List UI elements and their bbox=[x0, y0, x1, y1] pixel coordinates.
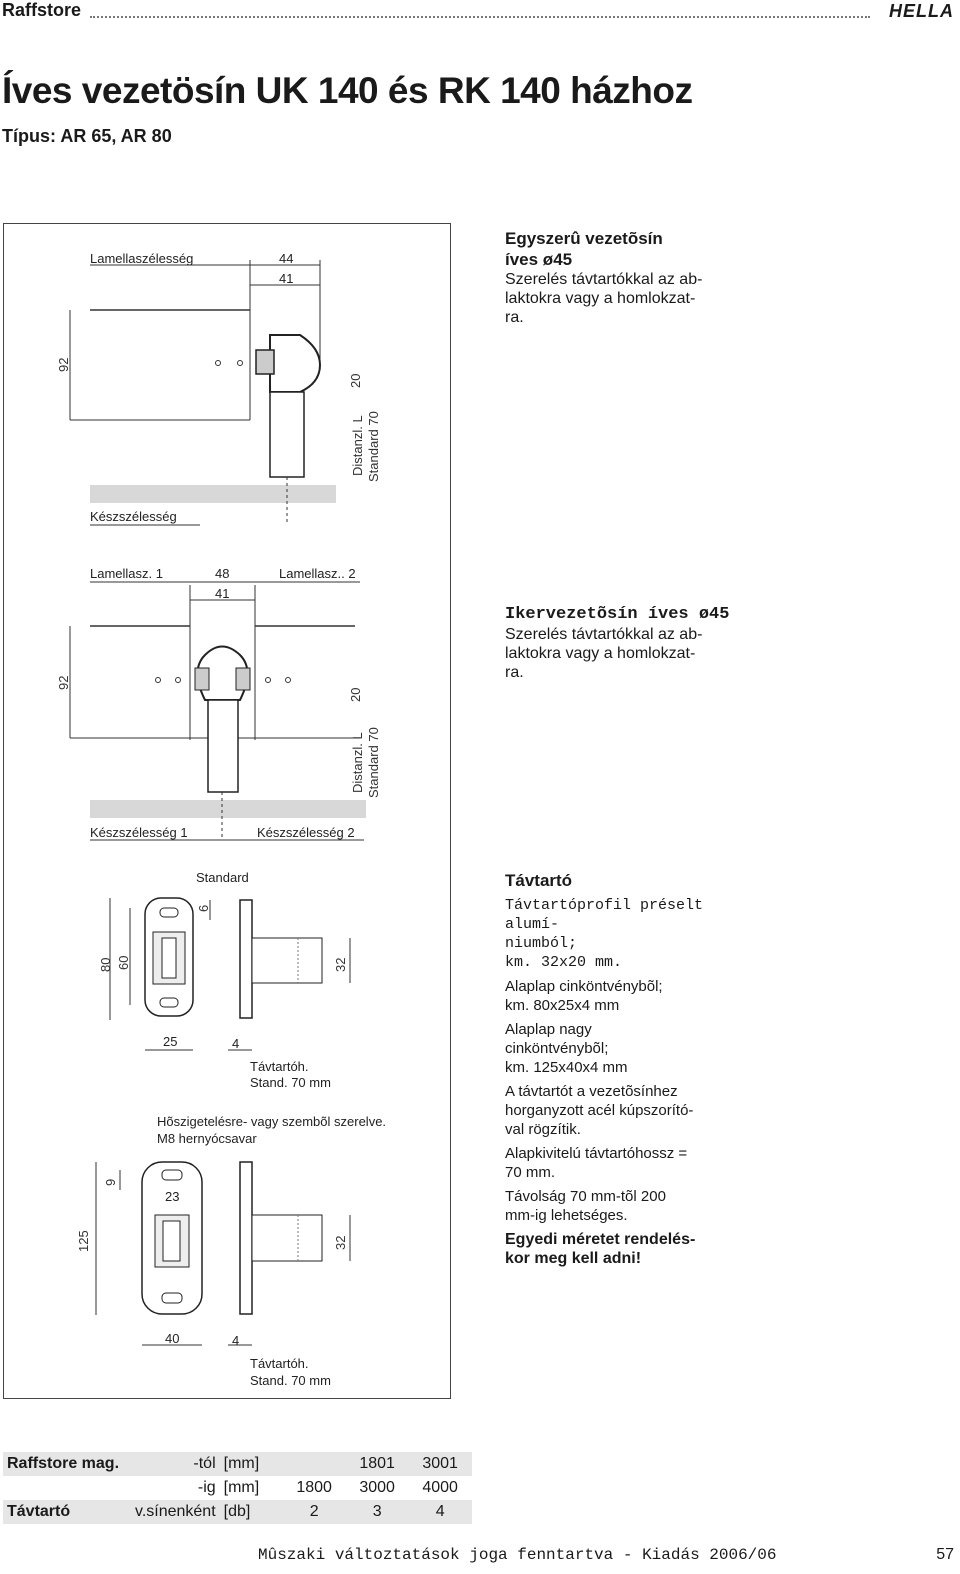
standoff-length-label: Távtartóh. bbox=[250, 1059, 309, 1074]
section1-text-3: ra. bbox=[505, 309, 524, 326]
standard-label: Standard bbox=[196, 870, 249, 885]
section2-text-2: laktokra vagy a homlokzat- bbox=[505, 645, 696, 662]
insulation-caption: Hõszigetelésre- vagy szembõl szerelve. bbox=[157, 1114, 387, 1129]
table-cell: [db] bbox=[220, 1500, 283, 1524]
para4-line2: horganyzott acél kúpszorító- bbox=[505, 1102, 694, 1119]
distanz-label-2: Distanzl. L bbox=[350, 732, 365, 793]
table-cell: Raffstore mag. bbox=[3, 1452, 131, 1476]
section2-text-1: Szerelés távtartókkal az ab- bbox=[505, 626, 703, 643]
table-cell: -ig bbox=[197, 1479, 216, 1496]
finished-width-2-label: Készszélesség 2 bbox=[257, 825, 355, 840]
section3-para-6 bbox=[505, 1187, 765, 1225]
spec-table bbox=[3, 1452, 472, 1524]
emphasis-line1: Egyedi méretet rendelés- bbox=[505, 1231, 696, 1248]
dim-25: 25 bbox=[163, 1034, 178, 1049]
para1-line3: km. 32x20 mm. bbox=[505, 954, 623, 971]
drawing-standoff-standard bbox=[0, 880, 460, 1120]
distanz-label: Distanzl. L bbox=[350, 415, 365, 476]
brand-logo: HELLA bbox=[889, 1, 954, 21]
dim-60: 60 bbox=[116, 955, 131, 970]
section3-para-4 bbox=[505, 1082, 765, 1139]
section1-text-2: laktokra vagy a homlokzat- bbox=[505, 290, 696, 307]
screw-caption: M8 hernyócsavar bbox=[157, 1131, 257, 1146]
dim-32b: 32 bbox=[333, 1235, 348, 1250]
lamella-width-label: Lamellaszélesség bbox=[90, 251, 194, 266]
table-cell: [mm] bbox=[220, 1452, 283, 1476]
table-cell: v.sínenként bbox=[131, 1500, 220, 1524]
dim-125: 125 bbox=[76, 1230, 91, 1252]
standard70-label: Standard 70 bbox=[366, 411, 381, 482]
dim-4b: 4 bbox=[232, 1333, 240, 1348]
table-cell: 1800 bbox=[296, 1479, 332, 1496]
lamella2-label: Lamellasz.. 2 bbox=[279, 566, 356, 581]
section1-text-1: Szerelés távtartókkal az ab- bbox=[505, 271, 703, 288]
table-cell bbox=[3, 1476, 131, 1500]
dim-4: 4 bbox=[232, 1036, 240, 1051]
table-cell: 4 bbox=[409, 1500, 472, 1524]
para5-line1: Alapkivitelú távtartóhossz = bbox=[505, 1145, 688, 1162]
dim-20b: 20 bbox=[348, 687, 363, 702]
section2-heading: Ikervezetõsín íves ø45 bbox=[505, 605, 730, 624]
para1-line2: niumból; bbox=[505, 935, 578, 952]
para6-line1: Távolság 70 mm-tõl 200 bbox=[505, 1188, 666, 1205]
header-rule bbox=[90, 16, 870, 18]
section3-emphasis bbox=[505, 1230, 765, 1268]
table-cell: 3000 bbox=[359, 1479, 395, 1496]
para3-line2: cinköntvénybõl; bbox=[505, 1040, 609, 1057]
dim-80: 80 bbox=[98, 957, 113, 972]
page-number: 57 bbox=[936, 1546, 954, 1563]
drawing-twin-rail bbox=[0, 560, 460, 860]
para2-line1: Alaplap cinköntvénybõl; bbox=[505, 978, 663, 995]
para2-line2: km. 80x25x4 mm bbox=[505, 997, 620, 1014]
standoff-length-label-2: Távtartóh. bbox=[250, 1356, 309, 1371]
para5-line2: 70 mm. bbox=[505, 1164, 556, 1181]
table-cell: Távtartó bbox=[3, 1500, 131, 1524]
page-subtitle: Típus: AR 65, AR 80 bbox=[2, 126, 172, 146]
table-cell bbox=[283, 1452, 346, 1476]
section2 bbox=[505, 604, 755, 682]
para1-line1: Távtartóprofil préselt alumí- bbox=[505, 897, 704, 933]
dim-6: 6 bbox=[196, 904, 211, 912]
section1-heading-2: íves ø45 bbox=[505, 250, 573, 269]
section3-para-1 bbox=[505, 896, 765, 972]
para6-line2: mm-ig lehetséges. bbox=[505, 1207, 628, 1224]
section3 bbox=[505, 870, 765, 1268]
section1 bbox=[505, 228, 745, 327]
dim-23: 23 bbox=[165, 1189, 180, 1204]
para3-line3: km. 125x40x4 mm bbox=[505, 1059, 628, 1076]
dim-9: 9 bbox=[103, 1178, 118, 1186]
table-cell: -tól bbox=[131, 1452, 220, 1476]
dim-48: 48 bbox=[215, 566, 230, 581]
table-row bbox=[3, 1476, 472, 1500]
lamella1-label: Lamellasz. 1 bbox=[90, 566, 163, 581]
table-cell: [mm] bbox=[223, 1479, 260, 1496]
para4-line1: A távtartót a vezetõsínhez bbox=[505, 1083, 678, 1100]
drawing-standoff-large bbox=[0, 1150, 460, 1390]
drawing-single-rail bbox=[0, 240, 460, 560]
table-row bbox=[3, 1500, 472, 1524]
section1-heading-1: Egyszerû vezetõsín bbox=[505, 229, 663, 248]
table-row bbox=[3, 1452, 472, 1476]
section3-para-5 bbox=[505, 1144, 765, 1182]
table-cell: 2 bbox=[283, 1500, 346, 1524]
dim-92b: 92 bbox=[56, 675, 71, 690]
section-label: Raffstore bbox=[2, 0, 82, 20]
standoff-standard-label-2: Stand. 70 mm bbox=[250, 1373, 331, 1388]
standard70-label-2: Standard 70 bbox=[366, 727, 381, 798]
section2-text-3: ra. bbox=[505, 664, 524, 681]
dim-92: 92 bbox=[56, 357, 71, 372]
dim-41: 41 bbox=[279, 271, 294, 286]
finished-width-label: Készszélesség bbox=[90, 509, 177, 524]
section3-heading: Távtartó bbox=[505, 871, 573, 890]
finished-width-1-label: Készszélesség 1 bbox=[90, 825, 188, 840]
table-cell: 3001 bbox=[409, 1452, 472, 1476]
table-cell: 4000 bbox=[422, 1479, 458, 1496]
table-cell: 3 bbox=[346, 1500, 409, 1524]
emphasis-line2: kor meg kell adni! bbox=[505, 1250, 642, 1267]
table-cell: 1801 bbox=[346, 1452, 409, 1476]
footer-note: Mûszaki változtatások joga fenntartva - Kiadás 2006/06 bbox=[258, 1546, 777, 1564]
section3-para-2 bbox=[505, 977, 765, 1015]
dim-44: 44 bbox=[279, 251, 294, 266]
dim-20: 20 bbox=[348, 373, 363, 388]
standoff-standard-label: Stand. 70 mm bbox=[250, 1075, 331, 1090]
page-title: Íves vezetösín UK 140 és RK 140 házhoz bbox=[2, 70, 693, 111]
para3-line1: Alaplap nagy bbox=[505, 1021, 592, 1038]
section3-para-3 bbox=[505, 1020, 765, 1077]
dim-32: 32 bbox=[333, 957, 348, 972]
dim-40: 40 bbox=[165, 1331, 180, 1346]
dim-41b: 41 bbox=[215, 586, 230, 601]
para4-line3: val rögzítik. bbox=[505, 1121, 581, 1138]
